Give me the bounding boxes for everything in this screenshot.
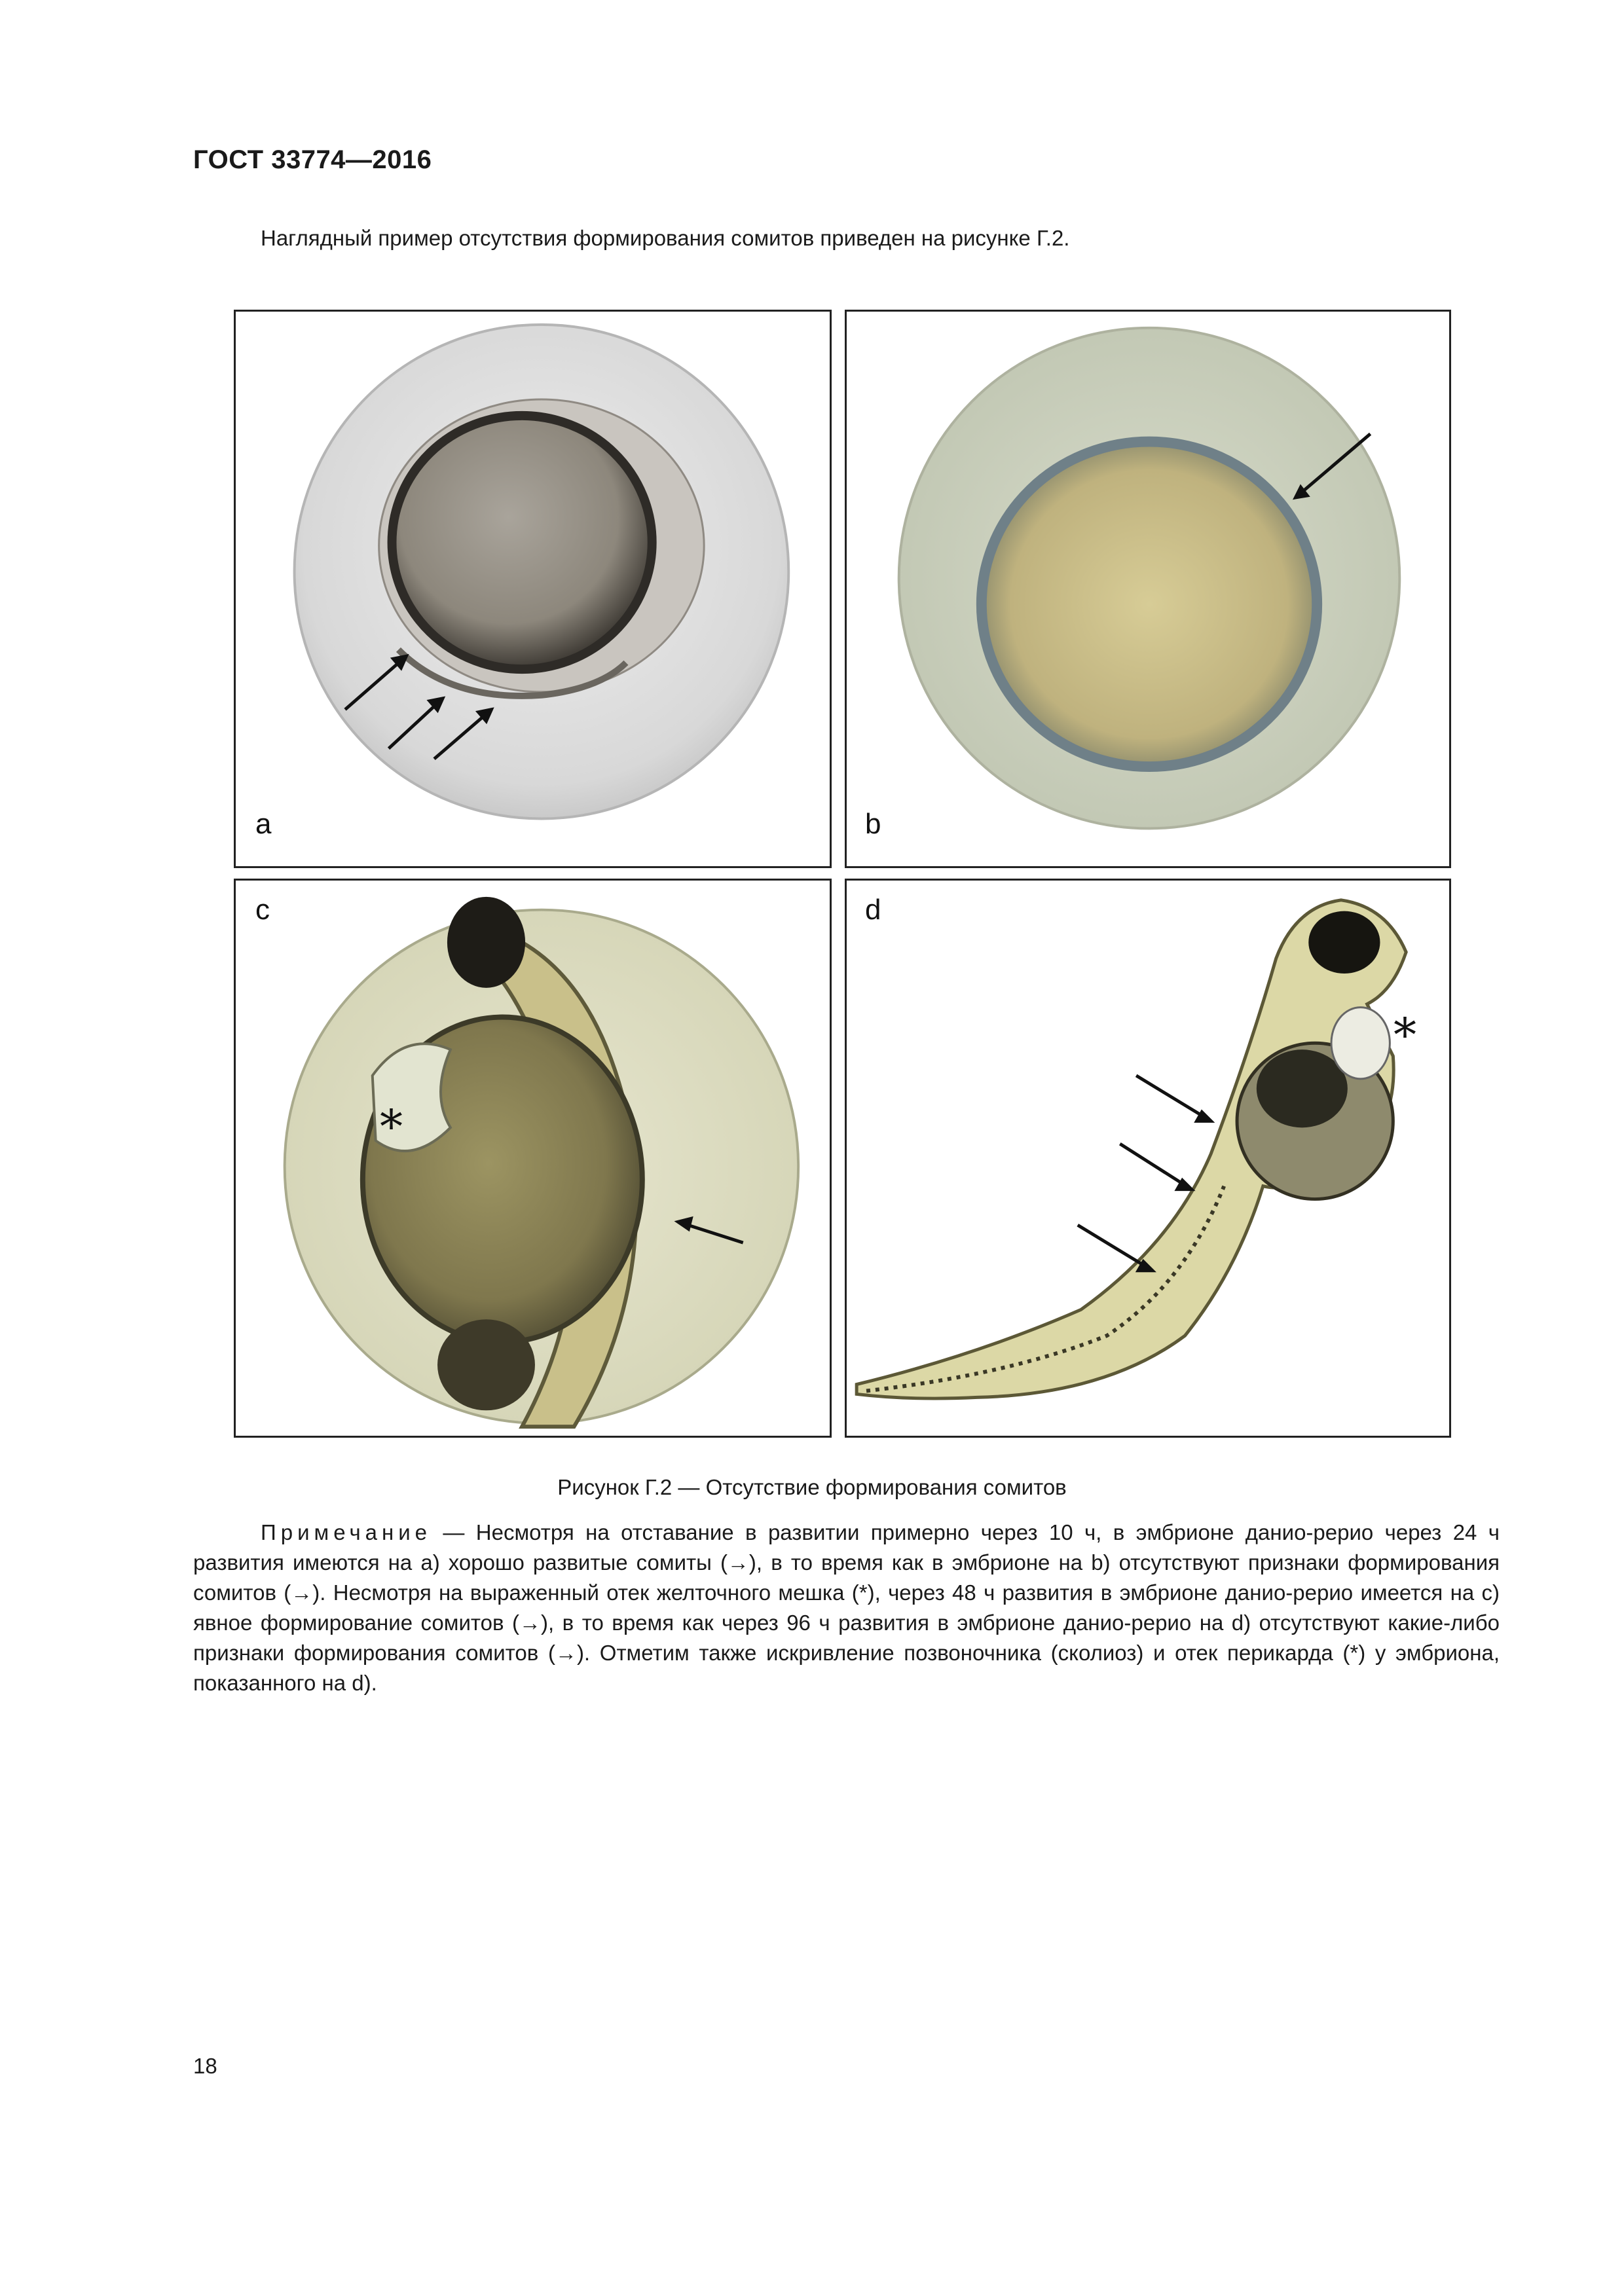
document-code: ГОСТ 33774—2016 — [193, 145, 432, 174]
figure-panel-a — [234, 310, 832, 868]
figure-panel-d — [845, 879, 1451, 1438]
panel-label-a: a — [255, 808, 272, 840]
page-number: 18 — [193, 2054, 217, 2078]
panel-label-b: b — [865, 808, 881, 840]
panel-label-c: c — [255, 894, 270, 926]
figure-caption: Рисунок Г.2 — Отсутствие формирования сомитов — [557, 1475, 1067, 1499]
embryo-image-d — [847, 881, 1449, 1436]
intro-paragraph: Наглядный пример отсутствия формирования сомитов приведен на рисунке Г.2. — [261, 226, 1070, 250]
edema-marker-d: * — [1393, 1008, 1416, 1062]
embryo-image-a — [236, 312, 830, 866]
note-label: Примечание — [261, 1520, 432, 1544]
note-text: — Несмотря на отставание в развитии примерно через 10 ч, в эмбрионе данио-рерио через 24 ч развития имеются на a) хорошо развитые сомиты (→), в то время как в эмбрионе на b) отсутствуют признаки формирования сомитов (→). Несмотря на выраженный отек желточного мешка (*), через 48 ч развития в эмбрионе данио-рерио имеется на c) явное формирование сомитов (→), в то время как через 96 ч развития в эмбрионе данио-рерио на d) отсутствуют какие-либо признаки формирования сомитов (→). Отметим также искривление позвоночника (сколиоз) и отек перикарда (*) у эмбриона, показанного на d). — [193, 1520, 1500, 1695]
figure-panel-b — [845, 310, 1451, 868]
embryo-image-c — [236, 881, 830, 1436]
note-paragraph — [193, 1518, 1500, 1698]
panel-label-d: d — [865, 894, 881, 926]
edema-marker-c: * — [380, 1100, 403, 1154]
figure-panel-c — [234, 879, 832, 1438]
embryo-image-b — [847, 312, 1449, 866]
